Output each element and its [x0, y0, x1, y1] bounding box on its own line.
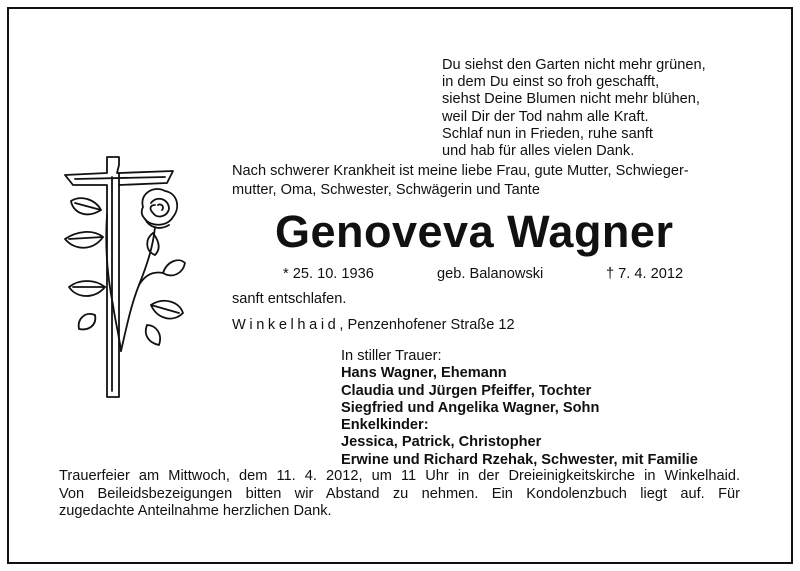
mourner-line: Enkelkinder: — [341, 417, 429, 434]
passed-text: sanft entschlafen. — [232, 291, 347, 307]
poem-line: Du siehst den Garten nicht mehr grünen, — [442, 57, 706, 73]
mourners-block — [341, 348, 698, 469]
birth-date: * 25. 10. 1936 — [283, 266, 374, 282]
address — [232, 317, 515, 333]
mourner-line: Erwine und Richard Rzehak, Schwester, mit Familie — [341, 451, 698, 468]
poem-line: und hab für alles vielen Dank. — [442, 143, 635, 160]
mourner-line: Siegfried und Angelika Wagner, Sohn — [341, 399, 600, 416]
intro-line: Nach schwerer Krankheit ist meine liebe Frau, gute Mutter, Schwieger- — [232, 163, 689, 179]
poem — [442, 57, 706, 160]
intro-line: mutter, Oma, Schwester, Schwägerin und Tante — [232, 182, 540, 198]
footer-line: Trauerfeier am Mittwoch, dem 11. 4. 2012, um 11 Uhr in der Dreieinigkeitskirche in Winkelhaid. — [59, 468, 740, 484]
mourner-line: Hans Wagner, Ehemann — [341, 365, 507, 382]
cross-with-rose-icon — [55, 155, 190, 405]
poem-line: weil Dir der Tod nahm alle Kraft. — [442, 108, 649, 125]
footer-text — [59, 468, 740, 521]
maiden-name: geb. Balanowski — [437, 266, 544, 282]
intro-text — [232, 162, 689, 200]
deceased-name: Genoveva Wagner — [275, 206, 674, 257]
death-date: † 7. 4. 2012 — [606, 266, 684, 282]
mourners-heading: In stiller Trauer: — [341, 348, 442, 364]
address-town: Winkelhaid — [232, 317, 340, 333]
footer-line: zugedachte Anteilnahme herzlichen Dank. — [59, 503, 332, 520]
mourner-line: Jessica, Patrick, Christopher — [341, 434, 542, 451]
mourner-line: Claudia und Jürgen Pfeiffer, Tochter — [341, 382, 592, 399]
footer-line: Von Beileidsbezeigungen bitten wir Abstand zu nehmen. Ein Kondolenzbuch liegt auf. Für — [59, 485, 740, 502]
poem-line: siehst Deine Blumen nicht mehr blühen, — [442, 91, 700, 108]
address-street: , Penzenhofener Straße 12 — [339, 317, 515, 333]
poem-line: Schlaf nun in Frieden, ruhe sanft — [442, 125, 653, 142]
poem-line: in dem Du einst so froh geschafft, — [442, 74, 660, 91]
